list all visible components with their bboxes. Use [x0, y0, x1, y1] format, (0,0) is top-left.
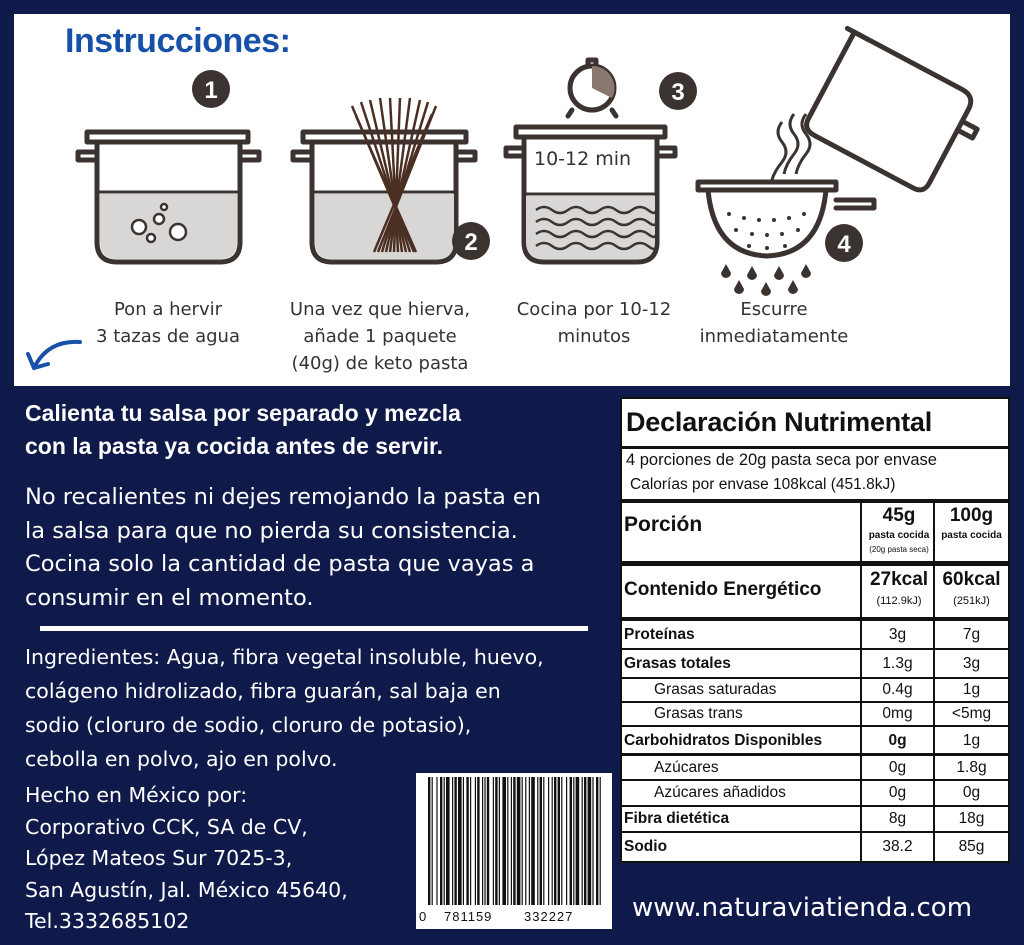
- nutrient-value-45g: 3g: [888, 626, 907, 643]
- barcode-bars: [416, 773, 612, 909]
- portion-label: Porción: [624, 513, 703, 536]
- barcode-first-digit: 0: [419, 909, 427, 924]
- step-1-number: 1: [204, 77, 218, 104]
- barcode-bar: [561, 777, 562, 905]
- nutrient-row-carbohidratos-disponibles: [622, 726, 1008, 755]
- nutrition-title: Declaración Nutrimental: [626, 407, 932, 437]
- divider: [40, 626, 588, 631]
- barcode-bar: [600, 777, 601, 905]
- barcode-bar: [495, 777, 497, 905]
- barcode-bar: [596, 777, 598, 905]
- ingredients-list: Ingredientes: Agua, fibra vegetal insoluble, huevo, colágeno hidrolizado, fibra guarán, sal baja en sodio (cloruro de sodio, cloruro de potasio), cebolla en polvo, ajo en polvo.: [25, 645, 544, 771]
- nutrient-value-45g: 0.4g: [882, 681, 913, 698]
- barcode-bar: [470, 777, 471, 905]
- energy-kj-2: (251kJ): [953, 595, 990, 607]
- barcode-bar: [558, 777, 560, 905]
- energy-value-1: 27kcal: [869, 569, 929, 590]
- step-2-number: 2: [464, 229, 478, 256]
- barcode-bar: [452, 777, 453, 905]
- nutrient-label: Azúcares: [654, 759, 719, 776]
- nutrient-value-45g: 0g: [888, 784, 907, 801]
- nutrient-value-100g: <5mg: [951, 705, 992, 722]
- barcode-bar: [463, 777, 464, 905]
- barcode-bar: [428, 777, 430, 905]
- barcode-bar: [444, 777, 445, 905]
- step-3-caption: Cocina por 10-12 minutos: [516, 299, 672, 347]
- manufacturer-info: Hecho en México por: Corporativo CCK, SA de CV, López Mateos Sur 7025-3, San Agustín, Jal. México 45640, Tel.3332685102: [25, 783, 348, 933]
- barcode-bar: [548, 777, 549, 905]
- barcode-bar: [446, 777, 450, 905]
- instructions-title: Instrucciones:: [65, 22, 291, 60]
- step-1-caption: Pon a hervir 3 tazas de agua: [96, 299, 240, 347]
- barcode-bar: [436, 777, 437, 905]
- nutrient-label: Carbohidratos Disponibles: [624, 732, 823, 749]
- pouring-pot-icon: [796, 28, 991, 201]
- barcode-bar: [540, 777, 542, 905]
- website-url: www.naturaviatienda.com: [632, 893, 973, 923]
- nutrient-value-100g: 85g: [958, 838, 985, 855]
- barcode-bar: [477, 777, 479, 905]
- barcode-right-digits: 332227: [524, 909, 574, 924]
- portion-amount-2: 100g: [949, 505, 994, 526]
- servings-per-pack: 4 porciones de 20g pasta seca por envase: [626, 451, 937, 469]
- barcode-bar: [458, 777, 462, 905]
- barcode-bar: [552, 777, 553, 905]
- portion-sub-1: pasta cocida: [868, 530, 930, 541]
- step-2-caption: Una vez que hierva, añade 1 paquete (40g) de keto pasta: [289, 299, 471, 374]
- nutrient-label: Grasas trans: [654, 705, 743, 722]
- barcode-bar: [482, 777, 483, 905]
- nutrient-value-45g: 0mg: [882, 705, 913, 722]
- barcode-bar: [554, 777, 556, 905]
- nutrient-row-grasas-saturadas: [622, 678, 1008, 702]
- nutrient-row-azucares: [622, 755, 1008, 780]
- barcode-bar: [537, 777, 538, 905]
- barcode-bar: [487, 777, 489, 905]
- step-4-number: 4: [837, 231, 851, 258]
- barcode-bar: [576, 777, 580, 905]
- barcode-bar: [582, 777, 583, 905]
- barcode-bar: [588, 777, 592, 905]
- nutrient-label: Grasas saturadas: [654, 681, 777, 698]
- nutrient-value-100g: 18g: [958, 810, 985, 827]
- step-3-number: 3: [671, 79, 685, 106]
- nutrient-value-100g: 0g: [962, 784, 981, 801]
- nutrient-value-45g: 0g: [888, 732, 907, 749]
- barcode-bar: [522, 777, 523, 905]
- barcode-bar: [502, 777, 506, 905]
- nutrient-value-100g: 3g: [962, 655, 981, 672]
- barcode-bar: [499, 777, 500, 905]
- calories-per-pack: Calorías por envase 108kcal (451.8kJ): [630, 476, 896, 493]
- barcode-bar: [475, 777, 476, 905]
- barcode-left-digits: 781159: [444, 909, 493, 924]
- nutrient-row-azucares-anadidos: [622, 780, 1008, 806]
- barcode-bar: [493, 777, 494, 905]
- nutrient-label: Proteínas: [624, 626, 695, 643]
- barcode-bar: [531, 777, 535, 905]
- barcode-bar: [573, 777, 574, 905]
- nutrient-row-proteinas: [622, 621, 1008, 649]
- barcode: [416, 773, 612, 929]
- barcode-bar: [592, 777, 593, 905]
- portion-sub-2: pasta cocida: [941, 530, 1002, 541]
- nutrient-value-100g: 1g: [962, 681, 981, 698]
- nutrient-value-45g: 0g: [888, 759, 907, 776]
- barcode-bar: [570, 777, 572, 905]
- energy-label: Contenido Energético: [624, 579, 822, 600]
- nutrient-row-sodio: [622, 832, 1008, 861]
- barcode-bar: [517, 777, 521, 905]
- barcode-bar: [511, 777, 512, 905]
- nutrient-value-100g: 7g: [962, 626, 981, 643]
- nutrient-value-100g: 1.8g: [956, 759, 987, 776]
- nutrient-label: Azúcares añadidos: [654, 784, 786, 801]
- portion-amount-1: 45g: [882, 505, 916, 526]
- energy-kj-1: (112.9kJ): [876, 595, 922, 607]
- nutrient-value-45g: 8g: [888, 810, 907, 827]
- barcode-bar: [507, 777, 508, 905]
- barcode-bar: [584, 777, 586, 905]
- barcode-bar: [529, 777, 530, 905]
- nutrient-row-grasas-totales: [622, 649, 1008, 678]
- barcode-bar: [484, 777, 485, 905]
- nutrient-label: Grasas totales: [624, 655, 731, 672]
- nutrient-label: Sodio: [624, 838, 668, 855]
- barcode-bar: [440, 777, 442, 905]
- instructions-panel: [14, 14, 1010, 386]
- nutrient-value-45g: 38.2: [882, 838, 913, 855]
- nutrient-label: Fibra dietética: [624, 810, 730, 827]
- portion-sub2-1: (20g pasta seca): [869, 545, 929, 554]
- barcode-bar: [454, 777, 456, 905]
- energy-value-2: 60kcal: [942, 569, 1001, 590]
- nutrient-value-45g: 1.3g: [882, 655, 913, 672]
- nutrient-row-fibra-dietetica: [622, 806, 1008, 832]
- nutrient-value-100g: 1g: [962, 732, 981, 749]
- barcode-bar: [432, 777, 433, 905]
- barcode-bar: [513, 777, 515, 905]
- barcode-bar: [466, 777, 468, 905]
- timer-label: 10-12 min: [534, 148, 632, 170]
- nutrition-facts-table: [620, 397, 1010, 863]
- nutrient-row-grasas-trans: [622, 702, 1008, 726]
- step-4-caption: Escurre inmediatamente: [699, 299, 849, 347]
- barcode-bar: [543, 777, 544, 905]
- reheat-warning: No recalientes ni dejes remojando la pasta en la salsa para que no pierda su consistencia. Cocina solo la cantidad de pasta que vayas a consumir en el momento.: [25, 484, 542, 611]
- heating-note: Calienta tu salsa por separado y mezcla con la pasta ya cocida antes de servir.: [25, 400, 461, 459]
- barcode-bar: [566, 777, 567, 905]
- barcode-bar: [525, 777, 526, 905]
